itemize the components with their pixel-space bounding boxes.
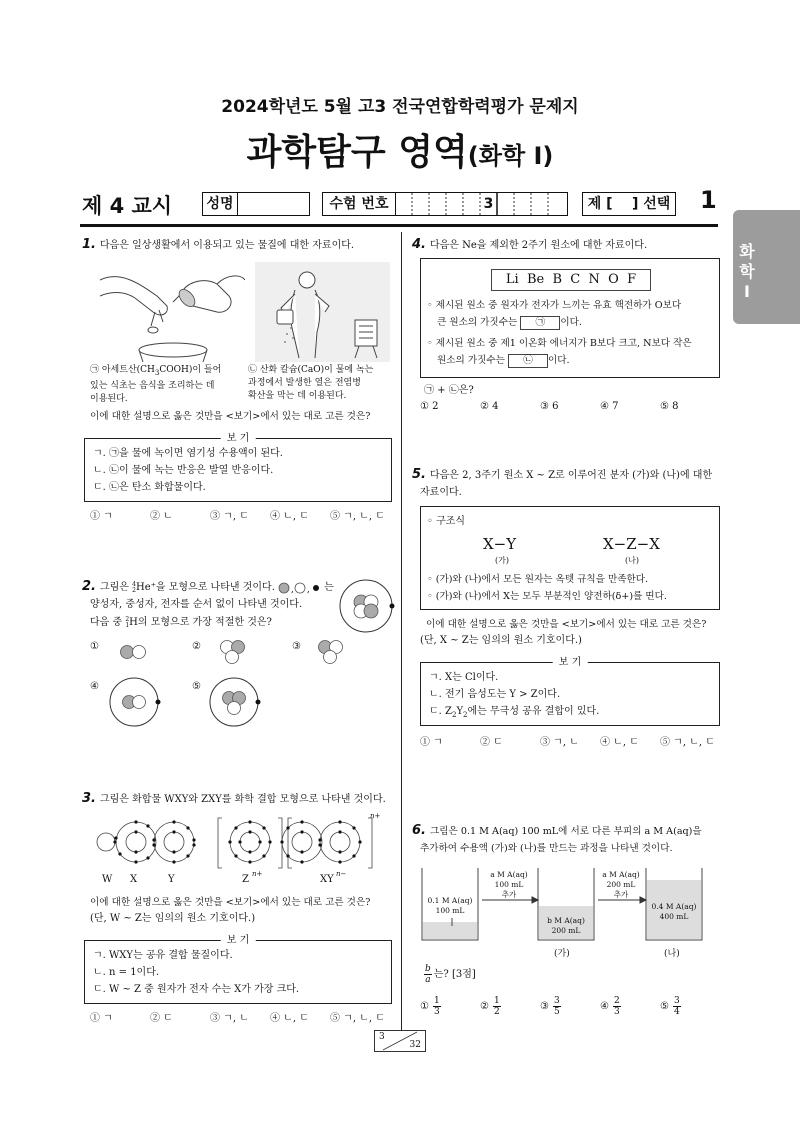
label-xy: XY [320, 874, 334, 885]
q1-cap-b2: 과정에서 발생한 열은 전염병 [248, 378, 361, 388]
q2-line2: 양성자, 중성자, 전자를 순서 없이 나타낸 것이다. [90, 599, 303, 610]
q4-number: 4. [412, 237, 426, 252]
choice-mark: ② [480, 1001, 489, 1012]
q1-cap-b1: ㉡ 산화 칼슘(CaO)이 물에 녹는 [248, 365, 374, 375]
q6-ratio-num: b [425, 964, 431, 974]
choice-1[interactable]: ① 2 [420, 401, 439, 412]
q1-cap-a5: 이용된다. [90, 393, 128, 404]
q2-option-5-model [208, 676, 264, 732]
q2-stem-c: ⁺을 모형으로 나타낸 것이다. [150, 582, 275, 593]
beaker2-conc: b M A(aq) [547, 916, 585, 925]
q2-option-2-label[interactable]: ② [192, 641, 201, 652]
molecule-a: X−Y [483, 535, 517, 553]
q1-stem-text: 다음은 일상생활에서 이용되고 있는 물질에 대한 자료이다. [99, 240, 355, 251]
q1-bogi-item: ㄴ. ㉡이 물에 녹는 반응은 발열 반응이다. [93, 465, 274, 476]
q3-bogi-item: ㄱ. WXY는 공유 결합 물질이다. [93, 950, 233, 961]
choice-1[interactable]: ① ㄱ [90, 1013, 113, 1024]
q4-stem-text: 다음은 Ne을 제외한 2주기 원소에 대한 자료이다. [429, 240, 648, 251]
name-label: 성명 [203, 193, 238, 215]
q3-question: 이에 대한 설명으로 옳은 것만을 <보기>에서 있는 대로 고른 것은? [90, 897, 371, 908]
q4-bullet-2 [427, 335, 692, 369]
q5-bogi3-sub2: 2 [463, 711, 468, 719]
q3-note: (단, W ~ Z는 임의의 원소 기호이다.) [90, 913, 256, 924]
beaker3-vol: 400 mL [659, 912, 689, 921]
choice-den: 2 [493, 1007, 500, 1017]
blank-a: ㉠ [520, 316, 560, 330]
choice-num: 1 [433, 996, 440, 1006]
q3-stem [82, 790, 386, 808]
q1-question: 이에 대한 설명으로 옳은 것만을 <보기>에서 있는 대로 고른 것은? [90, 411, 371, 422]
beaker1-vol: 100 mL [435, 906, 465, 915]
q3-bogi-box [84, 935, 392, 1004]
beaker3-conc: 0.4 M A(aq) [651, 902, 697, 911]
q3-diagram-labels [92, 870, 392, 888]
q1-cap-a1: ㉠ 아세트산(CH [90, 365, 155, 375]
name-field[interactable] [202, 192, 310, 216]
q4-b1-b: 큰 원소의 가짓수는 [437, 317, 518, 328]
choice-mark: ③ [540, 1001, 549, 1012]
q3-bogi-item: ㄴ. n = 1이다. [93, 967, 160, 978]
q1-cap-b3: 확산을 막는 데 이용된다. [248, 391, 347, 401]
choice-3[interactable]: ③ ㄱ, ㄷ [210, 511, 249, 522]
q5-bogi3-b: Y [456, 706, 464, 717]
q2-mass-number: 4 [132, 580, 136, 588]
q4-b1-c: 이다. [560, 317, 582, 328]
choice-4[interactable]: ④ 7 [600, 401, 619, 412]
period-label: 제 4 교시 [82, 194, 173, 218]
q4-bullet-1 [427, 297, 681, 331]
q2-option-2-model [218, 638, 248, 666]
column-divider [401, 232, 402, 1030]
add1-action: 추가 [501, 890, 517, 899]
q2-stem-a: 그림은 [99, 582, 133, 593]
exam-number-label: 수험 번호 [323, 193, 396, 215]
add2-conc: a M A(aq) [602, 870, 640, 879]
q1-number: 1. [82, 237, 96, 252]
q6-stem-line2: 추가하여 수용액 (가)와 (나)를 만드는 과정을 나타낸 것이다. [420, 843, 673, 854]
q6-ratio-den: a [425, 975, 431, 985]
choice-1[interactable] [420, 996, 441, 1017]
q5-bogi3-c: 에는 무극성 공유 결합이 있다. [467, 706, 600, 717]
label-z-charge: n+ [252, 870, 263, 878]
page-counter [374, 1030, 426, 1052]
q1-caption-a [90, 364, 240, 406]
element-list: Li Be B C N O F [491, 269, 651, 291]
choice-5[interactable] [660, 996, 681, 1017]
add1-label [478, 870, 540, 900]
q2-question [90, 614, 272, 631]
q5-bogi-item: ㄴ. 전기 음성도는 Y > Z이다. [429, 689, 561, 700]
choice-num: 1 [493, 996, 500, 1006]
q5-bullet-2: ◦ (가)와 (나)에서 X는 모두 부분적인 양전하(δ+)를 띤다. [427, 591, 667, 602]
choice-3[interactable] [540, 996, 561, 1017]
q4-b2-c: 이다. [548, 355, 570, 366]
solution-b-tag: (나) [664, 949, 680, 959]
add1-vol: 100 mL [494, 880, 524, 889]
choice-2[interactable]: ② ㄴ [150, 511, 173, 522]
beaker2-label [536, 916, 596, 936]
choice-2[interactable]: ② ㄷ [480, 737, 503, 748]
q1-bogi-item: ㄱ. ㉠을 물에 녹이면 염기성 수용액이 된다. [93, 448, 283, 459]
q5-stem-text: 다음은 2, 3주기 원소 X ~ Z로 이루어진 분자 (가)와 (나)에 대한 [429, 470, 713, 481]
choice-num: 2 [613, 996, 620, 1006]
choice-3[interactable]: ③ ㄱ, ㄴ [210, 1013, 249, 1024]
label-w: W [102, 874, 113, 885]
q2-number: 2. [82, 579, 96, 594]
choice-den: 5 [553, 1007, 560, 1017]
q3-bogi-title: 보 기 [221, 932, 256, 949]
q4-stem [412, 236, 647, 254]
bracket-z-charge: n+ [370, 812, 381, 820]
subject-title [0, 124, 800, 175]
q6-choices [420, 996, 718, 1024]
q2-option-5-label[interactable]: ⑤ [192, 681, 201, 692]
q5-bogi-item [429, 703, 711, 724]
page-number: 1 [700, 186, 717, 214]
q5-question: 이에 대한 설명으로 옳은 것만을 <보기>에서 있는 대로 고른 것은? [426, 619, 707, 630]
subject-sub: (화학 Ⅰ) [467, 142, 554, 170]
q5-stem [412, 466, 712, 484]
choice-2[interactable]: ② ㄷ [150, 1013, 173, 1024]
select-field[interactable]: 제 [ ] 선택 [582, 192, 676, 216]
q2-ask-b: H의 모형으로 가장 적절한 것은? [129, 617, 272, 628]
q1-caption-b [248, 364, 393, 403]
q4-b2-a: ◦ 제시된 원소 중 제1 이온화 에너지가 B보다 크고, N보다 작은 [427, 338, 692, 349]
q5-bogi-title: 보 기 [553, 654, 588, 671]
q2-ask-mass: 2 [125, 615, 130, 623]
choice-4[interactable] [600, 996, 621, 1017]
q2-stem-b: He [135, 582, 151, 593]
q5-bogi-item: ㄱ. X는 Cl이다. [429, 672, 499, 683]
q5-stem-line2: 자료이다. [420, 487, 462, 498]
beaker1-label [420, 896, 480, 916]
choice-den: 3 [613, 1007, 620, 1017]
particle-legend-icons [278, 582, 324, 594]
molecule-b: X−Z−X [603, 535, 660, 553]
subject-side-tab [733, 210, 800, 324]
q2-stem-d: 는 [324, 582, 334, 593]
choice-1[interactable]: ① ㄱ [90, 511, 113, 522]
q4-b1-a: ◦ 제시된 원소 중 원자가 전자가 느끼는 유효 핵전하가 O보다 [427, 300, 682, 311]
choice-mark: ⑤ [660, 1001, 669, 1012]
choice-4[interactable]: ④ ㄴ, ㄷ [600, 737, 639, 748]
current-page: 3 [379, 1032, 385, 1042]
exam-number-field[interactable] [322, 192, 568, 216]
q5-number: 5. [412, 467, 426, 482]
vinegar-cooking-image [95, 262, 245, 362]
add1-conc: a M A(aq) [490, 870, 528, 879]
q5-bogi3-sub1: 2 [451, 711, 457, 719]
q3-bogi-item: ㄷ. W ~ Z 중 원자가 전자 수는 X가 가장 크다. [93, 984, 300, 995]
q1-cap-a-sub: 3 [154, 368, 160, 377]
q6-question [424, 964, 476, 985]
svg-text:,: , [291, 584, 294, 594]
calcium-oxide-spreading-image [255, 262, 390, 362]
helium-ion-model [338, 578, 396, 636]
q1-stem [82, 236, 354, 254]
choice-mark: ① [420, 1001, 429, 1012]
q1-bogi-item: ㄷ. ㉡은 탄소 화합물이다. [93, 482, 206, 493]
choice-5[interactable]: ⑤ ㄱ, ㄴ, ㄷ [330, 1013, 385, 1024]
q2-ask-a: 다음 중 [90, 617, 126, 628]
q6-stem [412, 822, 702, 840]
svg-text:,: , [307, 584, 310, 594]
choice-3[interactable]: ③ 6 [540, 401, 559, 412]
label-z: Z [242, 874, 249, 885]
choice-4[interactable]: ④ ㄴ, ㄷ [270, 511, 309, 522]
molecule-a-tag: (가) [495, 556, 509, 565]
exam-title: 2024학년도 5월 고3 전국연합학력평가 문제지 [221, 97, 579, 117]
q2-atomic-number: 2 [132, 586, 136, 594]
bonding-model-diagram [92, 814, 392, 874]
q2-option-3-label[interactable]: ③ [292, 641, 301, 652]
header-rule [80, 224, 718, 227]
add2-vol: 200 mL [606, 880, 636, 889]
q6-ratio [424, 964, 432, 985]
label-x: X [130, 874, 138, 885]
q6-number: 6. [412, 823, 426, 838]
q1-bogi-title: 보 기 [221, 430, 256, 447]
q5-data-box [420, 506, 720, 610]
q1-cap-a3: COOH)이 들어 [159, 365, 222, 375]
q5-bogi-box [420, 657, 720, 726]
choice-num: 3 [673, 996, 680, 1006]
beaker1-conc: 0.1 M A(aq) [427, 896, 473, 905]
molecule-b-tag: (나) [625, 556, 639, 565]
beaker3-label [644, 902, 704, 922]
beaker2-vol: 200 mL [551, 926, 581, 935]
q3-number: 3. [82, 791, 96, 806]
choice-5[interactable]: ⑤ 8 [660, 401, 679, 412]
q4-data-box [420, 258, 720, 378]
blank-b: ㉡ [508, 354, 548, 368]
q2-stem [82, 578, 334, 596]
choice-num: 3 [553, 996, 560, 1006]
q2-option-4-model [108, 676, 164, 732]
subject-main: 과학탐구 영역 [246, 132, 468, 173]
q4-b2-b: 원소의 가짓수는 [437, 355, 505, 366]
q4-question: ㉠ + ㉡은? [424, 385, 474, 396]
choice-mark: ④ [600, 1001, 609, 1012]
q5-bullet-1: ◦ (가)와 (나)에서 모든 원자는 옥텟 규칙을 만족한다. [427, 574, 649, 585]
choice-den: 3 [433, 1007, 440, 1017]
side-tab-char: 화 [739, 242, 755, 261]
solution-a-tag: (가) [554, 949, 570, 959]
choice-1[interactable]: ① ㄱ [420, 737, 443, 748]
side-tab-char: Ⅰ [744, 282, 750, 301]
dilution-labels [420, 862, 720, 942]
q2-option-4-label[interactable]: ④ [90, 681, 99, 692]
q2-option-3-model [316, 638, 346, 666]
choice-5[interactable]: ⑤ ㄱ, ㄴ, ㄷ [660, 737, 715, 748]
total-pages: 32 [409, 1040, 421, 1050]
label-y: Y [168, 874, 175, 885]
q1-cap-a4: 있는 식초는 음식을 조리하는 데 [90, 380, 215, 391]
q2-option-1-label[interactable]: ① [90, 641, 99, 652]
choice-2[interactable]: ② 4 [480, 401, 499, 412]
q5-note: (단, X ~ Z는 임의의 원소 기호이다.) [420, 635, 582, 646]
choice-5[interactable]: ⑤ ㄱ, ㄴ, ㄷ [330, 511, 385, 522]
exam-number-digit: 3 [483, 196, 494, 212]
q1-bogi-box [84, 433, 392, 502]
side-tab-char: 학 [739, 262, 755, 281]
add2-action: 추가 [613, 890, 629, 899]
q6-ask-tail: 는? [3점] [433, 969, 476, 980]
add2-label [594, 870, 648, 900]
q2-ask-atomic: 1 [125, 621, 130, 629]
choice-3[interactable]: ③ ㄱ, ㄴ [540, 737, 579, 748]
q2-option-1-model [118, 644, 148, 660]
label-xy-charge: n− [336, 870, 347, 878]
q3-stem-text: 그림은 화합물 WXY와 ZXY를 화학 결합 모형으로 나타낸 것이다. [99, 794, 386, 805]
choice-4[interactable]: ④ ㄴ, ㄷ [270, 1013, 309, 1024]
structure-title: ◦ 구조식 [427, 516, 466, 527]
choice-den: 4 [673, 1007, 680, 1017]
q6-stem-text: 그림은 0.1 M A(aq) 100 mL에 서로 다른 부피의 a M A(aq)을 [429, 826, 702, 837]
q5-bogi3-a: ㄷ. Z [429, 706, 452, 717]
choice-2[interactable] [480, 996, 501, 1017]
